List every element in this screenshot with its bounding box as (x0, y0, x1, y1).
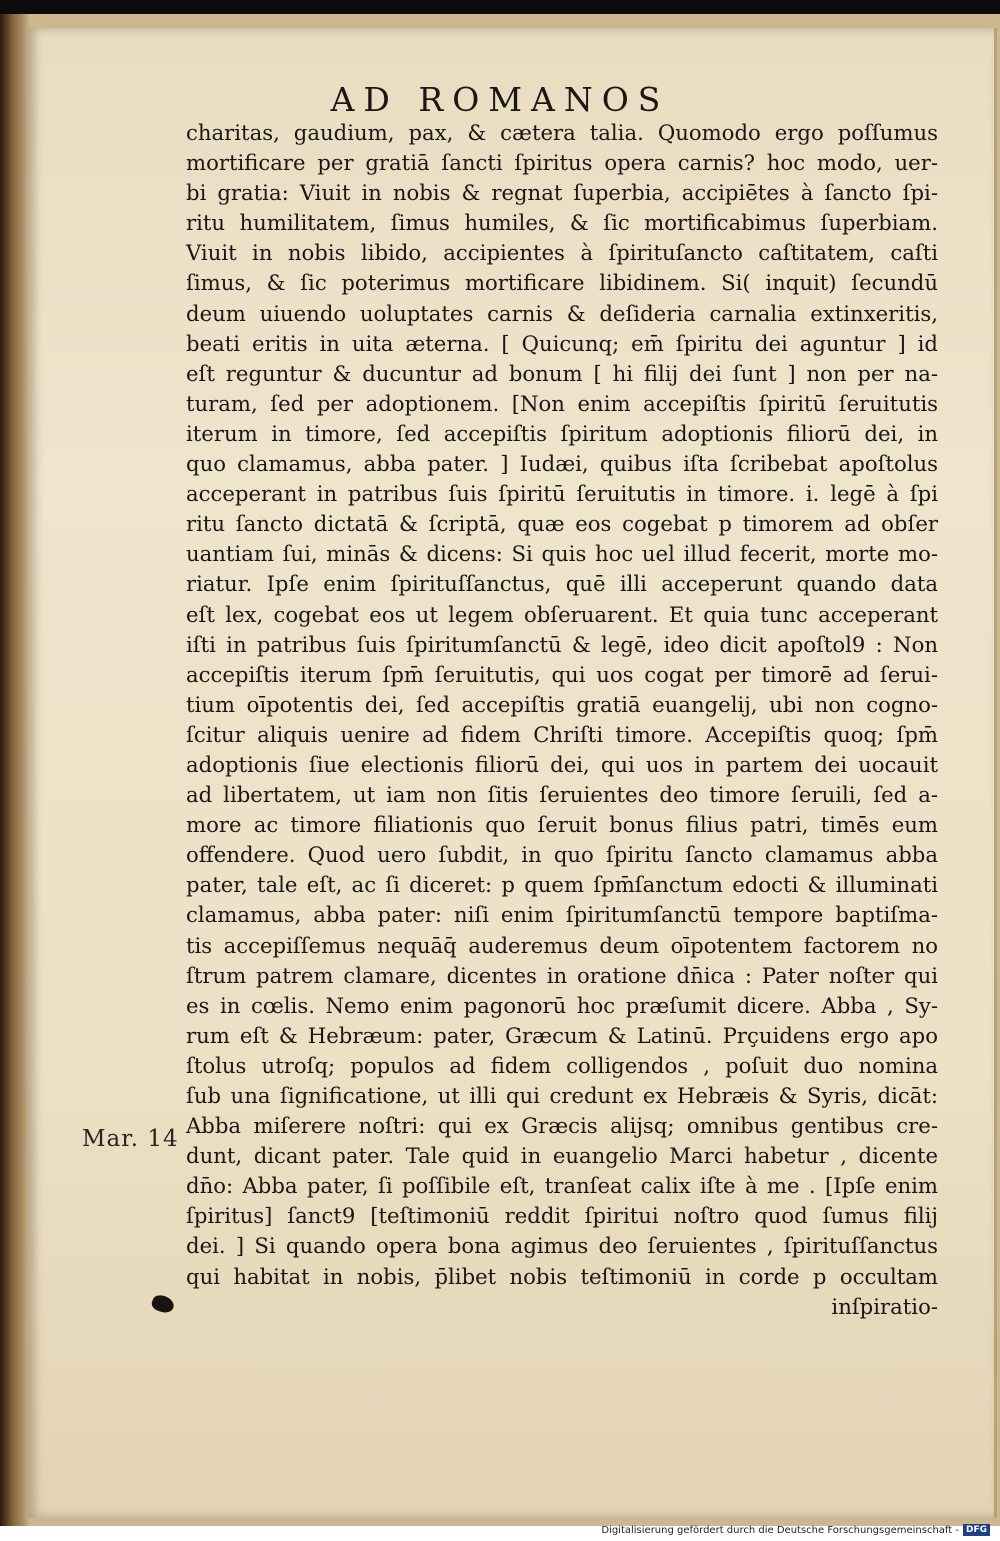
text-line: pater, tale eſt, ac ſi diceret: p quem ſpm̄ſanctum edocti & illuminati (186, 872, 938, 898)
footer-text: Digitalisierung gefördert durch die Deutsche Forschungsgemeinschaft - (601, 1524, 959, 1536)
text-line: ſtrum patrem clamare, dicentes in oratione dn̄ica : Pater noſter qui (186, 962, 938, 988)
text-line: dn̄o: Abba pater, ſi poſſibile eſt, tranſeat calix iſte à me . [Ipſe enim (186, 1173, 938, 1199)
text-line: dunt, dicant pater. Tale quid in euangelio Marci habetur , dicente (186, 1143, 938, 1169)
text-line: quo clamamus, abba pater. ] Iudæi, quibus iſta ſcribebat apoſtolus (186, 451, 938, 477)
running-head: AD ROMANOS (330, 80, 670, 119)
text-line: ad libertatem, ut iam non ſitis ſeruientes deo timore ſeruili, ſed a- (186, 782, 938, 808)
text-line: tium oīpotentis dei, ſed accepiſtis gratiā euangelij, ubi non cogno- (186, 691, 938, 717)
catchword: inſpiratio- (831, 1293, 938, 1319)
body-text (186, 118, 938, 1322)
text-line: ſpiritus] ſanct9 [teſtimoniū reddit ſpiritui noſtro quod ſumus filij (186, 1203, 938, 1229)
text-line: Viuit in nobis libido, accipientes à ſpirituſancto caſtitatem, caſti (186, 240, 938, 266)
text-line: offendere. Quod uero ſubdit, in quo ſpiritu ſancto clamamus abba (186, 842, 938, 868)
text-line: ritu humilitatem, ſimus humiles, & ſic mortificabimus ſuperbiam. (186, 210, 938, 236)
text-line: adoptionis ſiue electionis filiorū dei, qui uos in partem dei uocauit (186, 751, 938, 777)
text-line: iſti in patribus ſuis ſpiritumſanctū & legē, ideo dicit apoſtol9 : Non (186, 631, 938, 657)
text-line: eſt reguntur & ducuntur ad bonum [ hi filij dei ſunt ] non per na- (186, 360, 938, 386)
text-line: beati eritis in uita æterna. [ Quicunq; em̄ ſpiritu dei aguntur ] id (186, 330, 938, 356)
text-line: qui habitat in nobis, p̄libet nobis teſtimoniū in corde p occultam (186, 1263, 938, 1289)
text-line: clamamus, abba pater: niſi enim ſpiritumſanctū tempore baptiſma- (186, 902, 938, 928)
text-line: ſcitur aliquis uenire ad fidem Chriſti timore. Accepiſtis quoq; ſpm̄ (186, 721, 938, 747)
text-line: ſub una ſignificatione, ut illi qui credunt ex Hebræis & Syris, dicāt: (186, 1083, 938, 1108)
text-line: es in cœlis. Nemo enim pagonorū hoc præſumit dicere. Abba , Sy- (186, 992, 938, 1018)
text-line: bi gratia: Viuit in nobis & regnat ſuperbia, accipiētes à ſancto ſpi- (186, 180, 938, 206)
text-line: ſimus, & ſic poterimus mortificare libidinem. Si( inquit) ſecundū (186, 270, 938, 296)
text-line: rum eſt & Hebræum: pater, Græcum & Latinū. Prçuidens ergo apo (186, 1022, 938, 1048)
footer-credit (601, 1524, 990, 1536)
text-line: riatur. Ipſe enim ſpirituſſanctus, quē illi acceperunt quando data (186, 571, 938, 597)
text-line: deum uiuendo uoluptates carnis & deſideria carnalia extinxeritis, (186, 300, 938, 326)
text-line: mortificare per gratiā ſancti ſpiritus opera carnis? hoc modo, uer- (186, 150, 938, 176)
text-line: ſtolus utroſq; populos ad fidem colligendos , poſuit duo nomina (186, 1052, 938, 1078)
text-line: acceperant in patribus ſuis ſpiritū ſeruitutis in timore. i. legē à ſpi (186, 481, 938, 507)
text-line: turam, ſed per adoptionem. [Non enim accepiſtis ſpiritū ſeruitutis (186, 390, 938, 416)
text-line: uantiam ſui, minās & dicens: Si quis hoc uel illud fecerit, morte mo- (186, 541, 938, 567)
text-line: ritu ſancto dictatā & ſcriptā, quæ eos cogebat p timorem ad obſer (186, 511, 938, 537)
text-line: Abba miſerere noſtri: qui ex Græcis alijsq; omnibus gentibus cre- (186, 1113, 938, 1139)
text-line: charitas, gaudium, pax, & cætera talia. Quomodo ergo poſſumus (186, 120, 938, 145)
text-line: tis accepiſſemus nequāq̄ auderemus deum oīpotentem factorem no (186, 932, 938, 958)
text-line: more ac timore filiationis quo ſeruit bonus filius patri, timēs eum (186, 812, 938, 838)
text-line: accepiſtis iterum ſpm̄ ſeruitutis, qui uos cogat per timorē ad ſerui- (186, 661, 938, 687)
text-line: iterum in timore, ſed accepiſtis ſpiritum adoptionis filiorū dei, in (186, 420, 938, 446)
text-line: eſt lex, cogebat eos ut legem obſeruarent. Et quia tunc acceperant (186, 601, 938, 627)
text-line: dei. ] Si quando opera bona agimus deo ſeruientes , ſpirituſſanctus (186, 1233, 938, 1259)
margin-note: Mar. 14 (82, 1126, 179, 1152)
dfg-logo-icon: DFG (963, 1524, 990, 1536)
